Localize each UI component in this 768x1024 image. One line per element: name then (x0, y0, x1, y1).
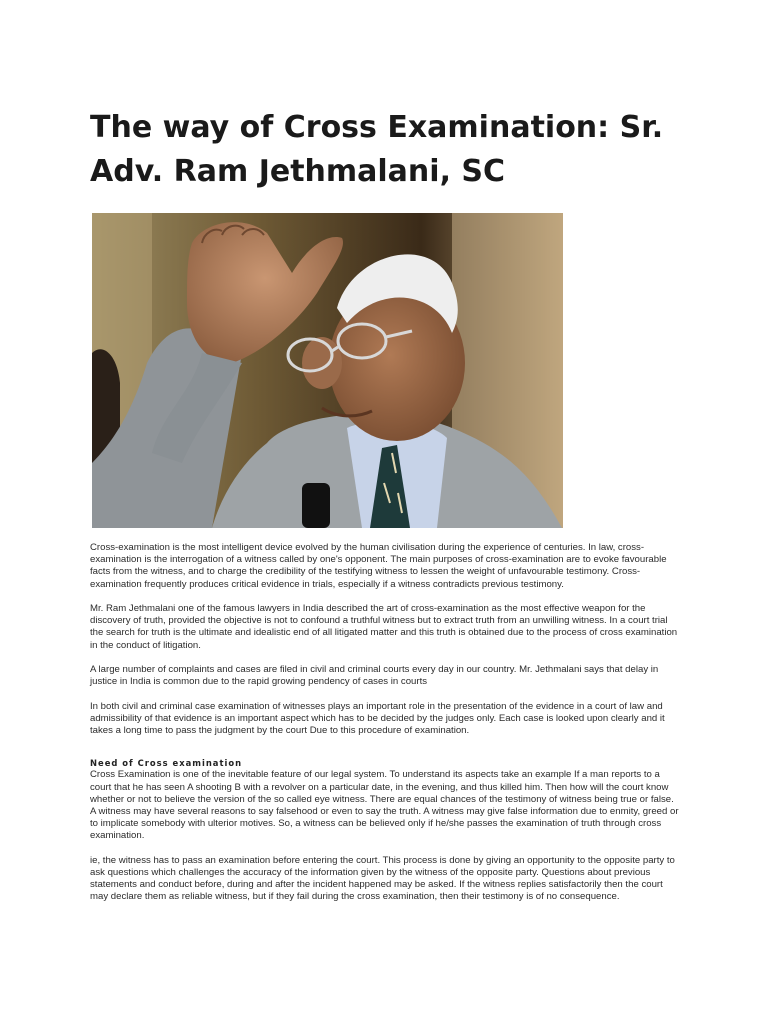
paragraph-1: Cross-examination is the most intelligent device evolved by the human civilisation during the experience of centuries. In law, cross-examination is the interrogation of a witness called by one's opponent. The main purposes of cross-examination are to evoke favourable facts from the witness, and to charge the credibility of the testifying witness to lessen the weight of unfavourable testimony. Cross-examination frequently produces critical evidence in trials, especially if a witness contradicts previous testimony. (90, 542, 667, 590)
paragraph-3: A large number of complaints and cases are filed in civil and criminal courts every day in our country. Mr. Jethmalani says that delay in justice in India is common due to the rapid growing pendency of cases in courts (90, 664, 659, 688)
portrait-photo-icon (92, 213, 563, 528)
article-photo (92, 213, 563, 528)
article-title: The way of Cross Examination: Sr. Adv. Ram Jethmalani, SC (90, 110, 664, 189)
article-body (90, 542, 680, 916)
paragraph-4: In both civil and criminal case examination of witnesses plays an important role in the presentation of the evidence in a court of law and admissibility of that evidence is an important aspect which has to be decided by the judges only. Each case is looked upon clearly and it takes a long time to pass the judgment by the court Due to this procedure of examination. (90, 700, 665, 736)
paragraph-2: Mr. Ram Jethmalani one of the famous lawyers in India described the art of cross-examination as the most effective weapon for the discovery of truth, provided the objective is not to confound a truthful witness but to extract truth from an unwilling witness. In a court trial the search for truth is the ultimate and idealistic end of all litigated matter and this truth is obtained due to the process of cross examination in the conduct of litigation. (90, 603, 678, 651)
section-paragraph-2: ie, the witness has to pass an examination before entering the court. This process is done by giving an opportunity to the opposite party to ask questions which challenges the accuracy of the information given by the witness of the opposite party. Questions about previous statements and conduct before, during and after the incident happened may be asked. If the witness replies satisfactorily then the court may declare them as reliable witness, but if they fail during the cross examination, then their testimony is of no consequence. (90, 854, 675, 903)
section-heading: Need of Cross examination (90, 758, 243, 769)
section-paragraph-1: Cross Examination is one of the inevitable feature of our legal system. To understand its aspects take an example If a man reports to a court that he has seen A shooting B with a revolver on a particular date, in the evening, and thus killed him. Then how will the court know whether or not to believe the version of the so called eye witness. There are equal chances of the testimony of witness being true or false. A witness may have several reasons to say falsehood or even to say the truth. A witness may give false information due to enmity, greed or to implicate somebody with ulterior motives. So, a witness can be believed only if he/she passes the examination of truth through cross examination. (90, 769, 679, 842)
